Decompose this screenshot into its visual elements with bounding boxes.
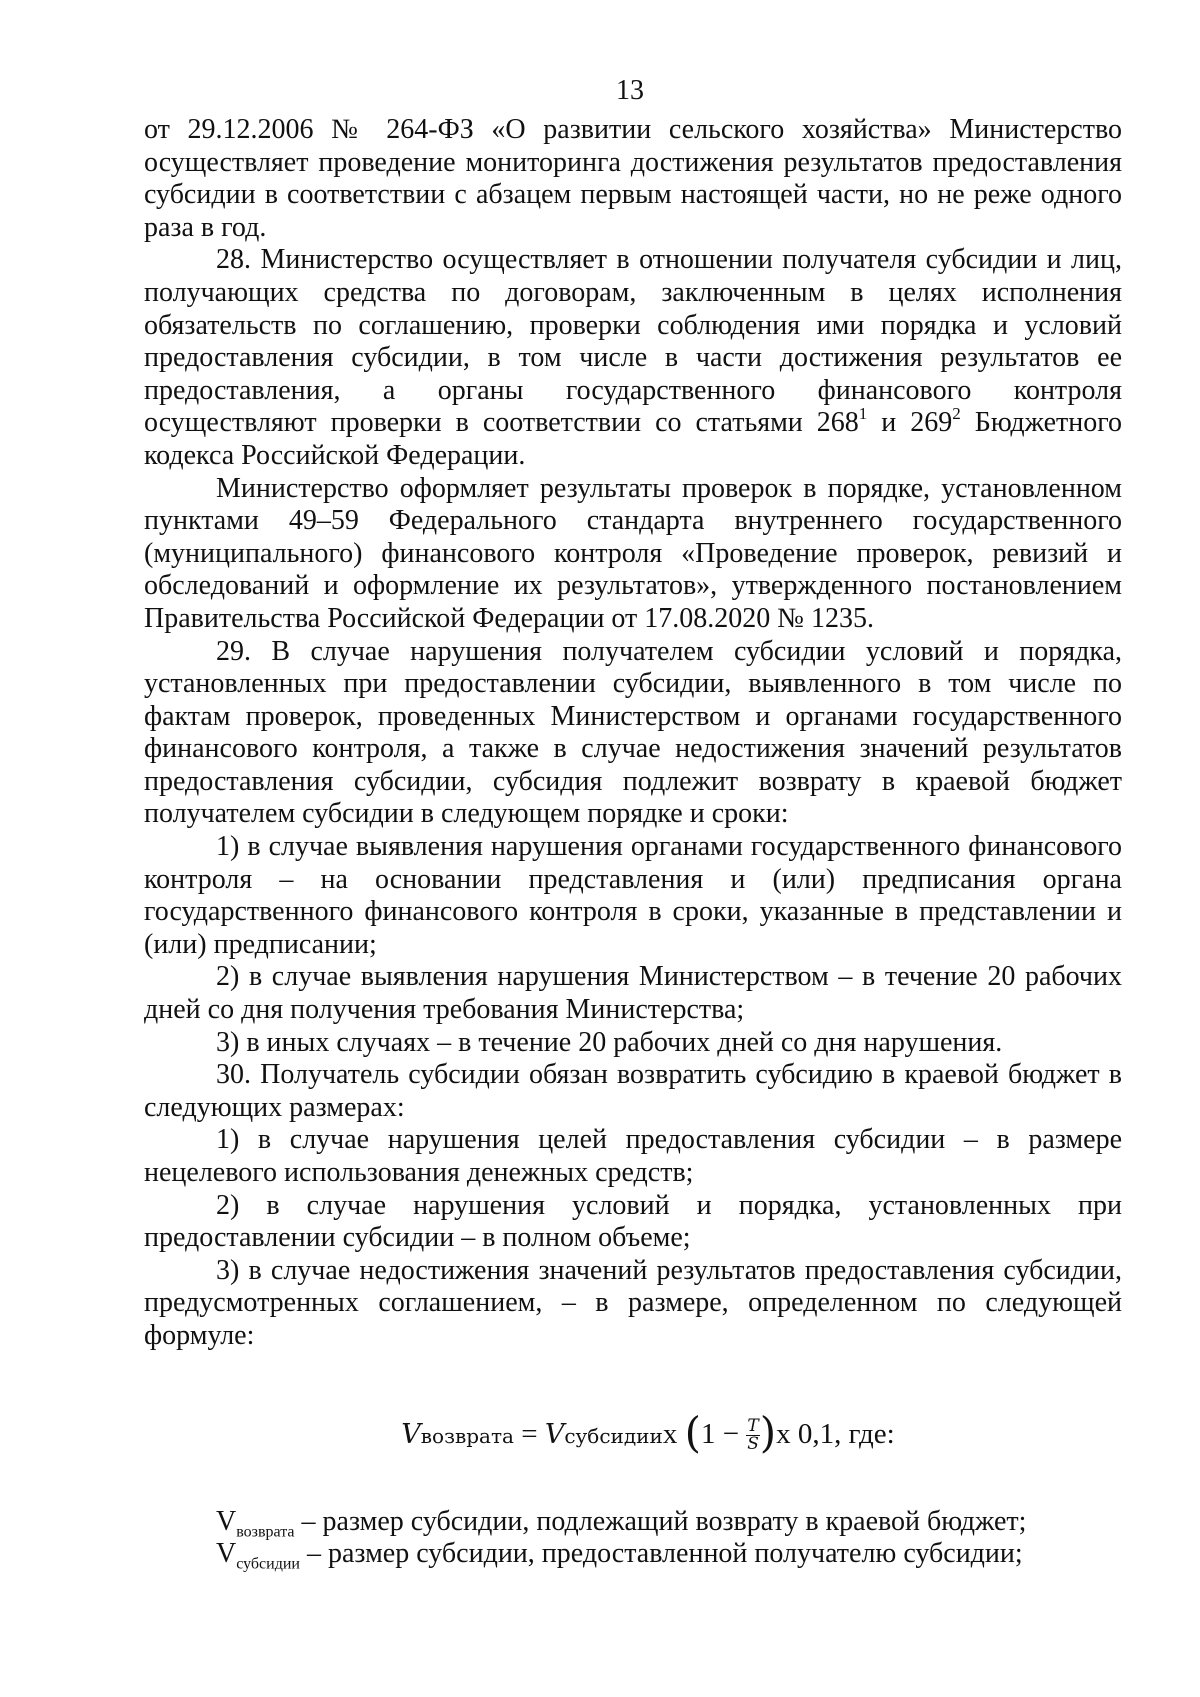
page-number: 13 xyxy=(616,75,644,106)
paragraph-29-item-1: 1) в случае выявления нарушения органами государственного финансового контроля – на основании представления и (или) предписания органа государственного финансового контроля в сроки, указанные в представлении и (или) предписании; xyxy=(144,831,1122,960)
paragraph-28 xyxy=(144,244,1122,472)
fraction-numerator: T xyxy=(747,1416,759,1437)
formula-open-paren: ( xyxy=(684,1407,701,1457)
document-body xyxy=(144,114,1122,1571)
paragraph-28-text-c: Бюджетного кодекса Российской Федерации. xyxy=(144,407,1123,471)
superscript-1: 1 xyxy=(858,404,868,424)
definition-refund-sub: возврата xyxy=(236,1523,295,1541)
definition-subsidy xyxy=(144,1538,1122,1571)
fraction-denominator: S xyxy=(747,1434,759,1455)
refund-formula xyxy=(144,1407,1122,1457)
paragraph-28-text-a: 28. Министерство осуществляет в отношении получателя субсидии и лиц, получающих средства по договорам, заключенным в целях исполнения обязательств по соглашению, проверки соблюдения ими порядка и условий предоставления субсидии, в том числе в части достижения результатов ее предоставления, а органы государственного финансового контроля осуществляют проверки в соответствии со статьями 268 xyxy=(144,244,1122,439)
paragraph-continuation: от 29.12.2006 № 264-ФЗ «О развитии сельского хозяйства» Министерство осуществляет проведение мониторинга достижения результатов предоставления субсидии в соответствии с абзацем первым настоящей части, но не реже одного раза в год. xyxy=(144,114,1122,243)
paragraph-29-item-3: 3) в иных случаях – в течение 20 рабочих дней со дня нарушения. xyxy=(216,1026,1003,1058)
formula-multiply: x xyxy=(662,1417,685,1450)
paragraph-30-item-3: 3) в случае недостижения значений результатов предоставления субсидии, предусмотренных соглашением, – в размере, определенном по следующей формуле: xyxy=(144,1254,1122,1351)
paragraph-29: 29. В случае нарушения получателем субсидии условий и порядка, установленных при предоставлении субсидии, выявленного в том числе по фактам проверок, проведенных Министерством и органами государственного финансового контроля, а также в случае недостижения значений результатов предоставления субсидии, субсидия подлежит возврату в краевой бюджет получателем субсидии в следующем порядке и сроки: xyxy=(144,635,1122,830)
formula-sub-refund: возврата xyxy=(420,1423,514,1448)
paragraph-28-text-b: и 269 xyxy=(867,407,953,439)
definition-refund xyxy=(144,1506,1122,1539)
definition-subsidy-sub: субсидии xyxy=(236,1555,300,1573)
formula-v-subsidy: V xyxy=(544,1418,565,1450)
paragraph-30: 30. Получатель субсидии обязан возвратить субсидию в краевой бюджет в следующих размерах: xyxy=(144,1059,1122,1123)
definition-subsidy-text: – размер субсидии, предоставленной получателю субсидии; xyxy=(299,1538,1023,1570)
formula-sub-subsidy: субсидии xyxy=(564,1423,663,1448)
definition-refund-text: – размер субсидии, подлежащий возврату в краевой бюджет; xyxy=(294,1505,1027,1537)
formula-tail: x 0,1, где: xyxy=(776,1417,895,1450)
superscript-2: 2 xyxy=(952,404,961,424)
formula-equals: = xyxy=(513,1417,545,1450)
definition-refund-v: V xyxy=(216,1505,237,1537)
formula-definitions xyxy=(144,1506,1122,1571)
paragraph-30-item-1: 1) в случае нарушения целей предоставления субсидии – в размере нецелевого использования денежных средств; xyxy=(144,1124,1122,1188)
formula-fraction xyxy=(746,1418,759,1453)
formula-one-minus: 1 − xyxy=(700,1417,747,1450)
paragraph-28-inspection-results: Министерство оформляет результаты проверок в порядке, установленном пунктами 49–59 Федерального стандарта внутреннего государственного (муниципального) финансового контроля «Проведение проверок, ревизий и обследований и оформление их результатов», утвержденного постановлением Правительства Российской Федерации от 17.08.2020 № 1235. xyxy=(144,472,1122,634)
formula-close-paren: ) xyxy=(759,1407,777,1457)
definition-subsidy-v: V xyxy=(216,1538,237,1570)
formula-v-refund: V xyxy=(401,1418,421,1450)
paragraph-29-item-2: 2) в случае выявления нарушения Министерством – в течение 20 рабочих дней со дня получения требования Министерства; xyxy=(144,961,1122,1026)
paragraph-30-item-2: 2) в случае нарушения условий и порядка, установленных при предоставлении субсидии – в полном объеме; xyxy=(144,1189,1122,1254)
